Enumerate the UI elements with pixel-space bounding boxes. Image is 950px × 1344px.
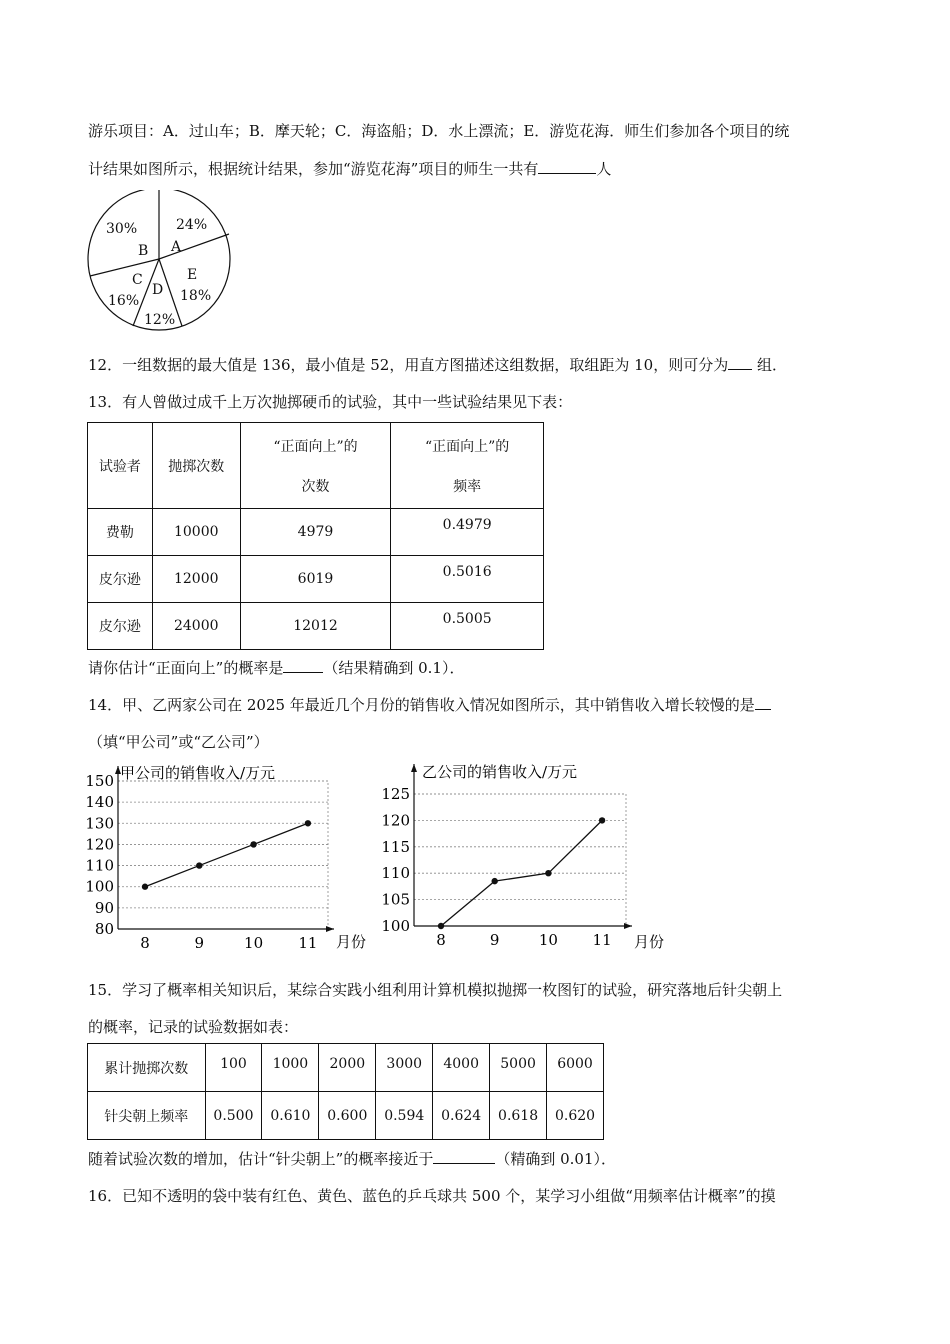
- table-cell: 2000: [319, 1044, 376, 1092]
- table-cell: 针尖朝上频率: [88, 1092, 206, 1140]
- x-axis-unit: 月份: [336, 933, 367, 951]
- table-row: [88, 556, 544, 603]
- q12-end: 组．: [752, 356, 787, 374]
- y-tick-label: 110: [381, 864, 410, 883]
- answer-blank: [728, 355, 752, 370]
- table-row: [88, 509, 544, 556]
- pie-percent-a: 24%: [176, 217, 208, 233]
- plot-frame: [118, 781, 328, 929]
- pie-label-b: B: [138, 243, 149, 259]
- table-cell: 0.610: [262, 1092, 319, 1140]
- x-tick-label: 11: [298, 934, 318, 952]
- table-cell: 100: [205, 1044, 262, 1092]
- series-line: [145, 823, 308, 886]
- table-cell: 3000: [376, 1044, 433, 1092]
- pie-label-c: C: [132, 272, 143, 288]
- pie-label-a: A: [171, 239, 182, 255]
- thumbtack-table: [87, 1043, 604, 1140]
- q13-intro: 13．有人曾做过成千上万次抛掷硬币的试验，其中一些试验结果见下表：: [88, 393, 573, 411]
- q12-text: 12．一组数据的最大值是 136，最小值是 52，用直方图描述这组数据，取组距为 10，则可分为: [88, 356, 729, 374]
- table-cell: 皮尔逊: [88, 603, 153, 650]
- q12-line: [88, 354, 787, 375]
- table-cell: 0.4979: [391, 509, 544, 556]
- y-tick-label: 90: [94, 898, 114, 917]
- x-tick-label: 9: [194, 934, 205, 952]
- table-cell: 12012: [240, 603, 391, 650]
- q15-ask-end: （精确到 0.01）．: [495, 1150, 617, 1168]
- coin-header-tester: 试验者: [88, 423, 153, 509]
- data-point: [599, 817, 605, 823]
- q16-line1: 16．已知不透明的袋中装有红色、黄色、蓝色的乒乓球共 500 个，某学习小组做“用频率估计概率”的摸: [88, 1187, 776, 1205]
- q13-ask-end: （结果精确到 0.1）．: [323, 659, 465, 677]
- coin-header-heads-count: [240, 423, 391, 509]
- header-line: 频率: [453, 478, 482, 495]
- y-tick-label: 130: [85, 814, 114, 833]
- y-tick-label: 100: [381, 917, 410, 935]
- table-cell: 0.594: [376, 1092, 433, 1140]
- pie-label-d: D: [152, 282, 164, 298]
- table-cell: 0.5016: [391, 556, 544, 603]
- q13-ask-text: 请你估计“正面向上”的概率是: [88, 659, 284, 677]
- table-cell: 12000: [152, 556, 240, 603]
- table-cell: 0.624: [433, 1092, 490, 1140]
- q15-ask: [88, 1148, 616, 1169]
- table-cell: 24000: [152, 603, 240, 650]
- y-tick-label: 110: [85, 856, 114, 875]
- y-tick-label: 120: [381, 811, 410, 830]
- chart-jia-company: [82, 760, 382, 956]
- q11-line2: [88, 158, 611, 179]
- y-axis-arrow: [411, 764, 417, 772]
- table-cell: 0.618: [490, 1092, 547, 1140]
- answer-blank: [755, 695, 771, 710]
- answer-blank: [538, 159, 596, 174]
- header-line: “正面向上”的: [424, 438, 510, 455]
- x-axis-arrow: [326, 926, 334, 932]
- q13-ask: [88, 657, 464, 678]
- x-tick-label: 10: [538, 931, 558, 949]
- coin-header-heads-freq: [391, 423, 544, 509]
- y-tick-label: 100: [85, 877, 114, 896]
- table-cell: 1000: [262, 1044, 319, 1092]
- pie-percent-c: 16%: [108, 293, 140, 309]
- x-tick-label: 8: [436, 931, 446, 949]
- table-cell: 5000: [490, 1044, 547, 1092]
- table-row: [88, 1092, 604, 1140]
- x-axis-unit: 月份: [634, 933, 665, 951]
- table-row: [88, 1044, 604, 1092]
- table-row: [88, 603, 544, 650]
- q11-line1: 游乐项目：A．过山车；B．摩天轮；C．海盗船；D．水上漂流；E．游览花海．师生们参加各个项目的统: [88, 122, 790, 140]
- data-point: [438, 923, 444, 929]
- table-cell: 皮尔逊: [88, 556, 153, 603]
- q14-line2: （填“甲公司”或“乙公司”）: [88, 733, 269, 751]
- header-line: 次数: [301, 478, 330, 495]
- q11-line2-text: 计结果如图所示，根据统计结果，参加“游览花海”项目的师生一共有: [88, 160, 539, 178]
- table-cell: 4000: [433, 1044, 490, 1092]
- x-tick-label: 9: [489, 931, 500, 949]
- y-tick-label: 120: [85, 835, 114, 854]
- chart-title: 甲公司的销售收入/万元: [120, 764, 276, 782]
- y-tick-label: 115: [381, 837, 410, 856]
- q11-line2-end: 人: [596, 160, 612, 178]
- pie-chart: [84, 190, 234, 332]
- q14-line1: [88, 694, 771, 715]
- pie-percent-b: 30%: [106, 221, 138, 237]
- series-line: [441, 820, 602, 926]
- coin-table: [87, 422, 544, 650]
- data-point: [196, 862, 202, 868]
- answer-blank: [283, 658, 323, 673]
- table-cell: 0.620: [547, 1092, 604, 1140]
- x-axis-arrow: [624, 923, 632, 929]
- table-cell: 6019: [240, 556, 391, 603]
- q14-text: 14．甲、乙两家公司在 2025 年最近几个月份的销售收入情况如图所示，其中销售收入增长较慢的是: [88, 696, 755, 714]
- chart-title: 乙公司的销售收入/万元: [422, 763, 578, 781]
- y-tick-label: 105: [381, 890, 410, 909]
- answer-blank: [433, 1149, 495, 1164]
- y-tick-label: 140: [85, 793, 114, 812]
- table-cell: 6000: [547, 1044, 604, 1092]
- x-tick-label: 8: [140, 934, 150, 952]
- data-point: [250, 841, 256, 847]
- q15-ask-text: 随着试验次数的增加，估计“针尖朝上”的概率接近于: [88, 1150, 434, 1168]
- table-cell: 4979: [240, 509, 391, 556]
- table-cell: 0.500: [205, 1092, 262, 1140]
- data-point: [142, 884, 148, 890]
- coin-header-tosses: 抛掷次数: [152, 423, 240, 509]
- pie-percent-d: 12%: [144, 312, 176, 328]
- x-tick-label: 10: [244, 934, 264, 952]
- y-tick-label: 150: [85, 772, 114, 790]
- plot-frame: [414, 794, 626, 926]
- header-line: “正面向上”的: [273, 438, 358, 455]
- q15-line1: 15．学习了概率相关知识后，某综合实践小组利用计算机模拟抛掷一枚图钉的试验，研究落地后针尖朝上: [88, 981, 783, 999]
- table-cell: 0.5005: [391, 603, 544, 650]
- pie-label-e: E: [187, 267, 198, 283]
- table-cell: 0.600: [319, 1092, 376, 1140]
- table-cell: 累计抛掷次数: [88, 1044, 206, 1092]
- data-point: [545, 870, 551, 876]
- x-tick-label: 11: [592, 931, 612, 949]
- table-cell: 费勒: [88, 509, 153, 556]
- y-tick-label: 125: [381, 785, 410, 803]
- pie-percent-e: 18%: [180, 288, 212, 304]
- data-point: [492, 878, 498, 884]
- y-tick-label: 80: [94, 920, 114, 938]
- table-cell: 10000: [152, 509, 240, 556]
- data-point: [305, 820, 311, 826]
- q15-line2: 的概率，记录的试验数据如表：: [88, 1018, 299, 1036]
- chart-yi-company: [374, 758, 684, 956]
